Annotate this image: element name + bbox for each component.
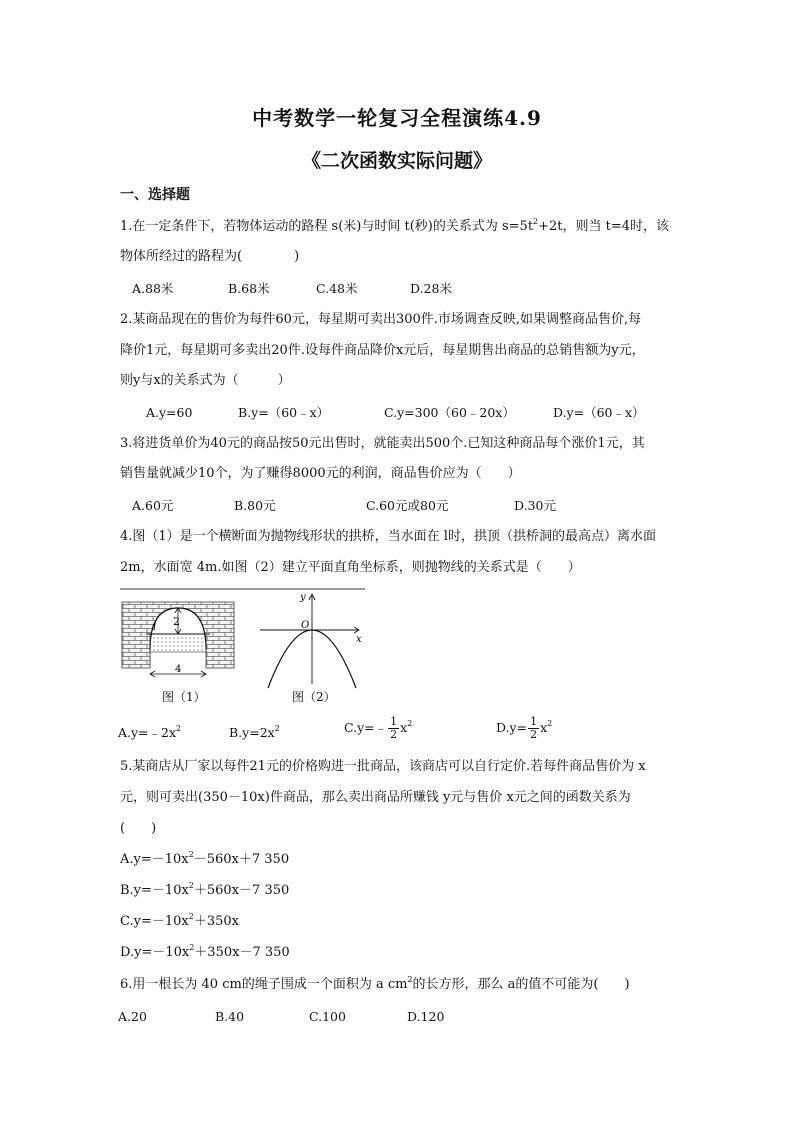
q4-option-a xyxy=(118,724,181,742)
q5-option-a-text: A.y=－10x xyxy=(120,852,189,867)
q6-option-b: B.40 xyxy=(215,1009,245,1024)
q4-figure xyxy=(120,588,368,706)
q3-option-c: C.60元或80元 xyxy=(366,498,449,513)
q5-option-b-sup: 2 xyxy=(188,881,194,890)
q2-line-3: 则y与x的关系式为（ ） xyxy=(120,373,291,388)
q1-option-b: B.68米 xyxy=(228,281,270,296)
q3-option-a: A.60元 xyxy=(132,498,174,513)
origin-label: O xyxy=(301,620,310,631)
q5-option-a-sup: 2 xyxy=(188,850,194,859)
q5-option-d xyxy=(120,944,290,962)
q4-option-d-text: D.y= xyxy=(496,720,528,735)
q4-option-d-fraction xyxy=(528,716,539,741)
q5-option-c xyxy=(120,913,239,931)
q3-line-1: 3.将进货单价为40元的商品按50元出售时，就能卖出500个.已知这种商品每个涨价1元，其 xyxy=(120,436,645,451)
q4-option-b xyxy=(229,724,280,742)
q4-option-c-num: 1 xyxy=(390,715,398,728)
q5-option-a xyxy=(120,851,289,869)
page-subtitle: 《二次函数实际问题》 xyxy=(301,150,492,172)
q4-option-d xyxy=(496,716,552,741)
q3-option-b: B.80元 xyxy=(234,498,276,513)
q5-option-b xyxy=(120,882,289,900)
height-label: 2 xyxy=(173,615,180,628)
q4-option-d-num: 1 xyxy=(530,715,538,728)
q5-option-d-rest: ＋350x－7 350 xyxy=(194,945,290,960)
y-axis-label: y xyxy=(300,592,306,603)
q5-option-a-rest: －560x＋7 350 xyxy=(193,852,290,867)
q6-sup: 2 xyxy=(407,975,413,984)
q5-option-d-text: D.y=－10x xyxy=(120,945,190,960)
q4-line-2: 2m，水面宽 4m.如图（2）建立平面直角坐标系，则抛物线的关系式是（ ） xyxy=(120,560,581,575)
q4-option-c-fraction xyxy=(388,716,399,741)
q4-option-c xyxy=(344,716,412,741)
q5-option-b-text: B.y=－10x xyxy=(120,883,189,898)
q4-option-d-var: x xyxy=(540,720,548,735)
q2-line-1: 2.某商品现在的售价为每件60元，每星期可卖出300件.市场调查反映,如果调整商品售价,每 xyxy=(120,312,642,327)
figure-1-caption: 图（1） xyxy=(162,690,206,704)
q4-option-a-text: A.y=﹣2x xyxy=(118,725,177,740)
q4-option-c-den: 2 xyxy=(390,728,398,741)
section-heading: 一、选择题 xyxy=(120,187,190,203)
q5-option-b-rest: ＋560x－7 350 xyxy=(193,883,290,898)
q3-line-2: 销售量就减少10个，为了赚得8000元的利润，商品售价应为（ ） xyxy=(120,466,521,481)
q1-option-c: C.48米 xyxy=(316,281,358,296)
q3-option-d: D.30元 xyxy=(514,498,556,513)
water-level-label: l xyxy=(153,622,157,633)
q4-option-b-text: B.y=2x xyxy=(229,725,275,740)
q1-line-1 xyxy=(120,218,669,236)
q1-text-b: +2t，则当 t=4时，该 xyxy=(538,219,670,234)
width-label: 4 xyxy=(175,664,182,675)
q1-option-d: D.28米 xyxy=(410,281,452,296)
q4-option-a-sup: 2 xyxy=(176,724,182,733)
q4-line-1: 4.图（1）是一个横断面为抛物线形状的拱桥，当水面在 l时，拱顶（拱桥洞的最高点）离水面 xyxy=(120,529,656,544)
q5-line-1: 5.某商店从厂家以每件21元的价格购进一批商品，该商店可以自行定价.若每件商品售价为 x xyxy=(120,759,646,774)
page-title: 中考数学一轮复习全程演练4.9 xyxy=(252,106,542,130)
q1-sup: 2 xyxy=(533,217,539,226)
x-axis-label: x xyxy=(356,634,362,645)
q6-text-a: 6.用一根长为 40 cm的绳子围成一个面积为 a cm xyxy=(120,977,408,992)
q6-text-b: 的长方形，那么 a的值不可能为( ) xyxy=(412,977,630,992)
q2-option-d: D.y=（60﹣x） xyxy=(553,405,645,420)
q5-option-c-rest: ＋350x xyxy=(193,914,239,929)
q2-option-b: B.y=（60﹣x） xyxy=(238,405,330,420)
q1-text-a: 1.在一定条件下，若物体运动的路程 s(米)与时间 t(秒)的关系式为 s=5t xyxy=(120,219,534,234)
q4-option-b-sup: 2 xyxy=(274,724,280,733)
q2-option-a: A.y=60 xyxy=(146,405,193,420)
q1-option-a: A.88米 xyxy=(132,281,174,296)
q5-option-c-text: C.y=－10x xyxy=(120,914,189,929)
q6-option-a: A.20 xyxy=(118,1009,147,1024)
q5-line-2: 元，则可卖出(350－10x)件商品，那么卖出商品所赚钱 y元与售价 x元之间的函数关系为 xyxy=(120,790,631,805)
q2-line-2: 降价1元，每星期可多卖出20件.设每件商品降价x元后，每星期售出商品的总销售额为y元， xyxy=(120,343,645,358)
q5-option-c-sup: 2 xyxy=(188,912,194,921)
q4-option-c-sup: 2 xyxy=(407,719,413,728)
q4-option-c-text: C.y=﹣ xyxy=(344,720,388,735)
figure-2-caption: 图（2） xyxy=(292,690,336,704)
q6-option-d: D.120 xyxy=(407,1009,445,1024)
q2-option-c: C.y=300（60﹣20x） xyxy=(384,405,515,420)
q4-option-c-var: x xyxy=(400,720,408,735)
q6-line-1 xyxy=(120,976,630,994)
water-area xyxy=(150,634,206,652)
q6-option-c: C.100 xyxy=(309,1009,346,1024)
q4-option-d-sup: 2 xyxy=(547,719,553,728)
q5-option-d-sup: 2 xyxy=(189,943,195,952)
q4-option-d-den: 2 xyxy=(530,728,538,741)
q1-line-2: 物体所经过的路程为( ) xyxy=(120,249,300,264)
q5-line-3: ( ) xyxy=(120,821,157,836)
